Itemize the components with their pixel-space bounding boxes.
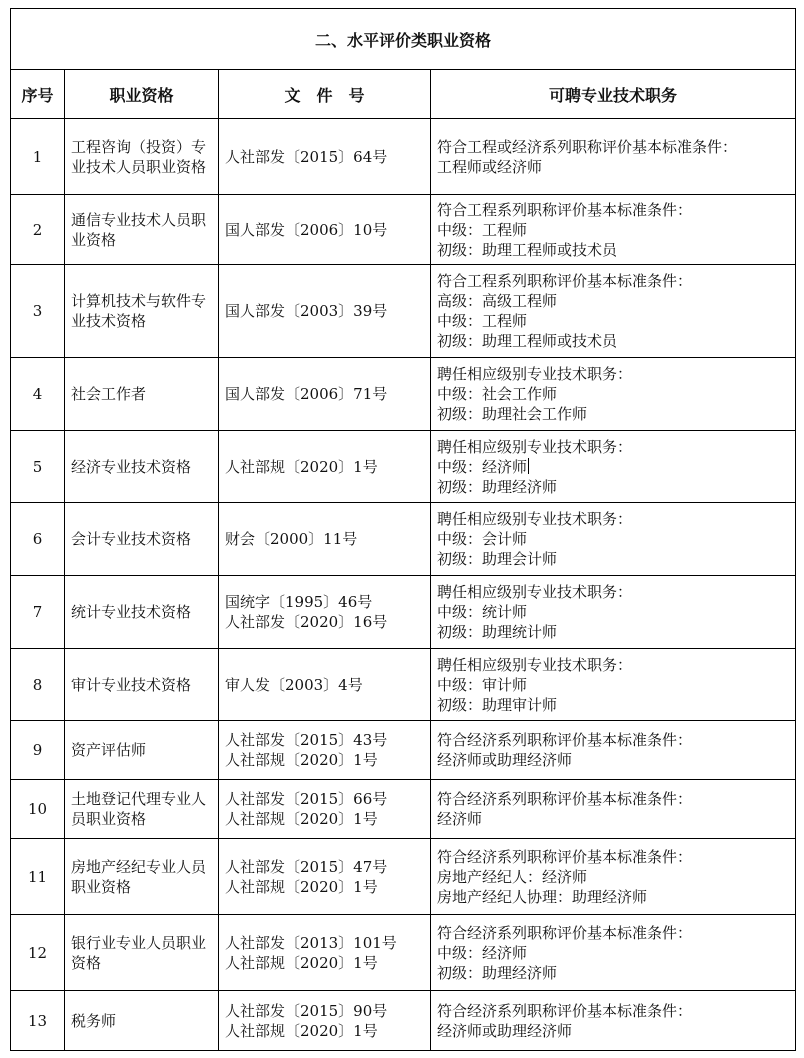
position-line: 初级：助理工程师或技术员: [437, 240, 618, 259]
document-number: 人社部发〔2020〕16号: [225, 613, 388, 631]
cell-document: [219, 431, 431, 503]
cell-document: [219, 119, 431, 195]
cell-index: 6: [11, 503, 65, 576]
table-row: [11, 991, 796, 1051]
table-row: [11, 780, 796, 839]
position-line: 经济师或助理经济师: [437, 751, 573, 769]
position-line: 初级：助理统计师: [437, 623, 558, 641]
cell-document: [219, 721, 431, 780]
cell-positions: [431, 915, 796, 991]
position-line: 初级：助理工程师或技术员: [437, 332, 618, 350]
table-row: [11, 358, 796, 431]
cell-positions: [431, 119, 796, 195]
cell-qualification: 房地产经纪专业人员职业资格: [65, 839, 219, 915]
position-line: 聘任相应级别专业技术职务：: [437, 510, 633, 528]
cell-qualification: 统计专业技术资格: [65, 576, 219, 649]
cell-document: [219, 780, 431, 839]
cell-document: [219, 649, 431, 721]
position-line: 符合工程系列职称评价基本标准条件：: [437, 200, 693, 219]
document-number: 人社部规〔2020〕1号: [225, 751, 378, 769]
document-number: 人社部规〔2020〕1号: [225, 810, 378, 828]
position-line: 初级：助理会计师: [437, 550, 558, 568]
position-line: 初级：助理审计师: [437, 695, 558, 714]
cell-index: 8: [11, 649, 65, 721]
position-line: 符合经济系列职称评价基本标准条件：: [437, 790, 693, 808]
header-positions: 可聘专业技术职务: [431, 70, 796, 119]
cell-positions: [431, 576, 796, 649]
cell-qualification: 银行业专业人员职业资格: [65, 915, 219, 991]
position-line: 符合工程系列职称评价基本标准条件：: [437, 272, 693, 290]
position-line: 房地产经纪人协理：助理经济师: [437, 887, 648, 906]
cell-index: 9: [11, 721, 65, 780]
position-line: 中级：经济师: [437, 457, 528, 476]
cell-qualification: 通信专业技术人员职业资格: [65, 195, 219, 265]
document-number: 国人部发〔2006〕10号: [225, 220, 388, 239]
position-line: 聘任相应级别专业技术职务：: [437, 365, 633, 383]
cell-qualification: 计算机技术与软件专业技术资格: [65, 265, 219, 358]
table-title: 二、水平评价类职业资格: [11, 9, 796, 70]
document-number: 审人发〔2003〕4号: [225, 675, 363, 694]
cell-positions: [431, 503, 796, 576]
position-line: 中级：工程师: [437, 312, 528, 330]
document-number: 国人部发〔2003〕39号: [225, 302, 388, 320]
document-number: 人社部规〔2020〕1号: [225, 1021, 378, 1040]
cell-positions: [431, 780, 796, 839]
cell-index: 11: [11, 839, 65, 915]
cell-qualification: 工程咨询（投资）专业技术人员职业资格: [65, 119, 219, 195]
position-line: 经济师或助理经济师: [437, 1021, 573, 1040]
cell-positions: [431, 265, 796, 358]
header-index: 序号: [11, 70, 65, 119]
document-number: 人社部发〔2013〕101号: [225, 933, 397, 952]
document-number: 国人部发〔2006〕71号: [225, 385, 388, 403]
cell-document: [219, 991, 431, 1051]
position-line: 聘任相应级别专业技术职务：: [437, 583, 633, 601]
position-line: 初级：助理经济师: [437, 963, 558, 982]
cell-index: 1: [11, 119, 65, 195]
position-line: 聘任相应级别专业技术职务：: [437, 437, 633, 456]
cell-qualification: 资产评估师: [65, 721, 219, 780]
document-number: 人社部规〔2020〕1号: [225, 953, 378, 972]
position-line: 经济师: [437, 810, 483, 828]
position-line: 符合工程或经济系列职称评价基本标准条件：: [437, 137, 738, 156]
cell-index: 12: [11, 915, 65, 991]
cell-qualification: 会计专业技术资格: [65, 503, 219, 576]
cell-qualification: 土地登记代理专业人员职业资格: [65, 780, 219, 839]
cell-document: [219, 915, 431, 991]
document-number: 人社部发〔2015〕43号: [225, 731, 388, 749]
cell-index: 2: [11, 195, 65, 265]
document-number: 人社部发〔2015〕66号: [225, 790, 388, 808]
header-document: 文 件 号: [219, 70, 431, 119]
table-row: [11, 503, 796, 576]
position-line: 初级：助理社会工作师: [437, 405, 588, 423]
cell-positions: [431, 839, 796, 915]
title-row: [11, 9, 796, 70]
position-line: 初级：助理经济师: [437, 477, 558, 496]
position-line: 符合经济系列职称评价基本标准条件：: [437, 923, 693, 942]
position-line: 符合经济系列职称评价基本标准条件：: [437, 847, 693, 866]
cell-document: [219, 265, 431, 358]
table-row: [11, 195, 796, 265]
position-line: 符合经济系列职称评价基本标准条件：: [437, 731, 693, 749]
cell-document: [219, 576, 431, 649]
cell-qualification: 社会工作者: [65, 358, 219, 431]
cell-positions: [431, 721, 796, 780]
position-line: 中级：工程师: [437, 220, 528, 239]
cell-index: 3: [11, 265, 65, 358]
cell-document: [219, 358, 431, 431]
header-row: [11, 70, 796, 119]
cell-index: 4: [11, 358, 65, 431]
position-line: 聘任相应级别专业技术职务：: [437, 655, 633, 674]
cell-positions: [431, 649, 796, 721]
document-number: 人社部规〔2020〕1号: [225, 457, 378, 476]
position-line: 中级：会计师: [437, 530, 528, 548]
cell-qualification: 税务师: [65, 991, 219, 1051]
text-cursor: [528, 458, 529, 474]
position-line: 中级：经济师: [437, 943, 528, 962]
table-row: [11, 839, 796, 915]
table-row: [11, 431, 796, 503]
cell-positions: [431, 991, 796, 1051]
cell-positions: [431, 358, 796, 431]
document-number: 国统字〔1995〕46号: [225, 593, 373, 611]
document-number: 财会〔2000〕11号: [225, 530, 358, 548]
table-row: [11, 915, 796, 991]
document-number: 人社部规〔2020〕1号: [225, 877, 378, 896]
table-row: [11, 576, 796, 649]
position-line: 中级：审计师: [437, 675, 528, 694]
position-line: 工程师或经济师: [437, 157, 543, 176]
document-number: 人社部发〔2015〕90号: [225, 1001, 388, 1020]
document-number: 人社部发〔2015〕47号: [225, 857, 388, 876]
table-row: [11, 721, 796, 780]
qualification-table: [10, 8, 796, 1051]
position-line: 符合经济系列职称评价基本标准条件：: [437, 1001, 693, 1020]
document-number: 人社部发〔2015〕64号: [225, 147, 388, 166]
position-line: 高级：高级工程师: [437, 292, 558, 310]
cell-document: [219, 503, 431, 576]
position-line: 中级：统计师: [437, 603, 528, 621]
cell-positions: [431, 431, 796, 503]
cell-index: 10: [11, 780, 65, 839]
position-line: 房地产经纪人：经济师: [437, 867, 588, 886]
cell-document: [219, 839, 431, 915]
cell-document: [219, 195, 431, 265]
cell-qualification: 经济专业技术资格: [65, 431, 219, 503]
table-row: [11, 265, 796, 358]
cell-index: 5: [11, 431, 65, 503]
header-qualification: 职业资格: [65, 70, 219, 119]
position-line: 中级：社会工作师: [437, 385, 558, 403]
cell-index: 7: [11, 576, 65, 649]
cell-index: 13: [11, 991, 65, 1051]
cell-positions: [431, 195, 796, 265]
table-row: [11, 119, 796, 195]
table-row: [11, 649, 796, 721]
cell-qualification: 审计专业技术资格: [65, 649, 219, 721]
